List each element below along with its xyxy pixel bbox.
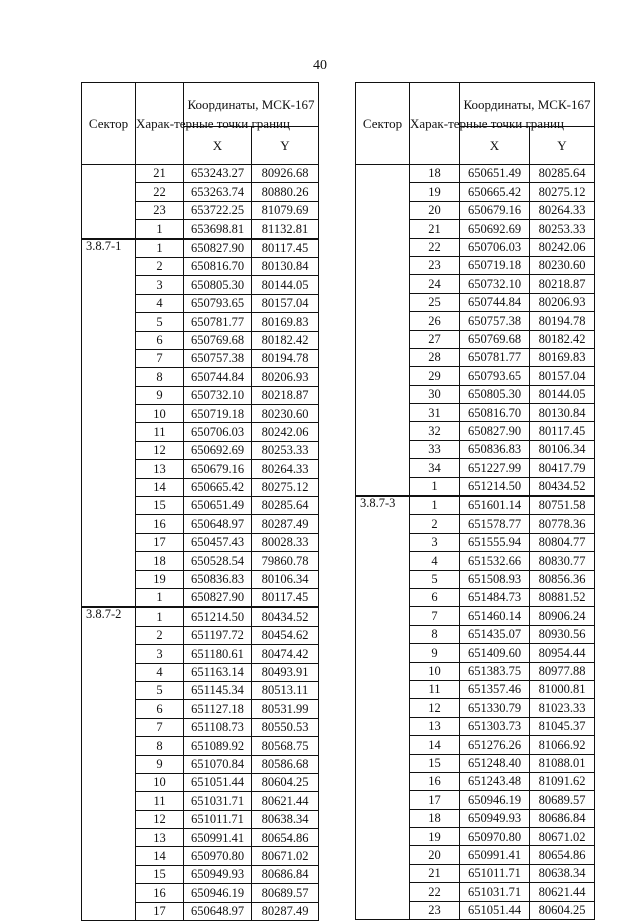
y-coordinate-cell: 80144.05	[252, 276, 319, 294]
y-coordinate-cell: 81023.33	[530, 699, 595, 717]
point-number-cell: 18	[410, 165, 460, 183]
header-sector: Сектор	[82, 83, 136, 165]
x-coordinate-cell: 650719.18	[460, 256, 530, 274]
point-number-cell: 3	[136, 645, 184, 663]
y-coordinate-cell: 80169.83	[530, 348, 595, 366]
point-number-cell: 33	[410, 440, 460, 458]
x-coordinate-cell: 650781.77	[184, 313, 252, 331]
y-coordinate-cell: 80778.36	[530, 515, 595, 533]
x-coordinate-cell: 651089.92	[184, 737, 252, 755]
point-number-cell: 24	[410, 275, 460, 293]
x-coordinate-cell: 653263.74	[184, 183, 252, 201]
point-number-cell: 32	[410, 422, 460, 440]
x-coordinate-cell: 650648.97	[184, 515, 252, 533]
x-coordinate-cell: 651214.50	[184, 607, 252, 626]
y-coordinate-cell: 80028.33	[252, 533, 319, 551]
x-coordinate-cell: 651051.44	[184, 773, 252, 791]
point-number-cell: 22	[410, 883, 460, 901]
point-number-cell: 7	[136, 349, 184, 367]
x-coordinate-cell: 651011.71	[184, 810, 252, 828]
point-number-cell: 10	[136, 405, 184, 423]
x-coordinate-cell: 650991.41	[184, 829, 252, 847]
x-coordinate-cell: 651214.50	[460, 477, 530, 496]
x-coordinate-cell: 651197.72	[184, 626, 252, 644]
x-coordinate-cell: 651508.93	[460, 570, 530, 588]
x-coordinate-cell: 653243.27	[184, 165, 252, 183]
sector-cell: 3.8.7-2	[82, 607, 136, 920]
y-coordinate-cell: 80218.87	[530, 275, 595, 293]
point-number-cell: 5	[136, 313, 184, 331]
y-coordinate-cell: 80671.02	[530, 828, 595, 846]
x-coordinate-cell: 650757.38	[184, 349, 252, 367]
point-number-cell: 6	[136, 700, 184, 718]
x-coordinate-cell: 650679.16	[184, 460, 252, 478]
y-coordinate-cell: 81088.01	[530, 754, 595, 772]
y-coordinate-cell: 80182.42	[252, 331, 319, 349]
point-number-cell: 13	[410, 717, 460, 735]
y-coordinate-cell: 80242.06	[530, 238, 595, 256]
point-number-cell: 5	[136, 681, 184, 699]
point-number-cell: 11	[410, 680, 460, 698]
table-row	[356, 496, 595, 515]
x-coordinate-cell: 650651.49	[184, 497, 252, 515]
x-coordinate-cell: 650719.18	[184, 405, 252, 423]
coordinates-table-left	[81, 82, 319, 921]
y-coordinate-cell: 80287.49	[252, 515, 319, 533]
y-coordinate-cell: 80117.45	[252, 239, 319, 258]
x-coordinate-cell: 650679.16	[460, 201, 530, 219]
point-number-cell: 16	[136, 515, 184, 533]
table-row	[82, 165, 319, 183]
sector-cell	[356, 165, 410, 497]
point-number-cell: 3	[410, 533, 460, 551]
point-number-cell: 30	[410, 385, 460, 403]
x-coordinate-cell: 650457.43	[184, 533, 252, 551]
point-number-cell: 9	[136, 386, 184, 404]
x-coordinate-cell: 651031.71	[460, 883, 530, 901]
point-number-cell: 23	[410, 256, 460, 274]
x-coordinate-cell: 650827.90	[460, 422, 530, 440]
point-number-cell: 14	[136, 478, 184, 496]
header-x: X	[184, 127, 252, 165]
table-row	[82, 239, 319, 258]
x-coordinate-cell: 651180.61	[184, 645, 252, 663]
point-number-cell: 27	[410, 330, 460, 348]
y-coordinate-cell: 80604.25	[530, 901, 595, 919]
y-coordinate-cell: 80689.57	[252, 884, 319, 902]
header-points: Харак-терные точки границ	[136, 83, 184, 165]
point-number-cell: 9	[410, 644, 460, 662]
point-number-cell: 21	[410, 864, 460, 882]
y-coordinate-cell: 80621.44	[530, 883, 595, 901]
x-coordinate-cell: 650692.69	[184, 441, 252, 459]
point-number-cell: 2	[410, 515, 460, 533]
point-number-cell: 7	[136, 718, 184, 736]
y-coordinate-cell: 80106.34	[530, 440, 595, 458]
point-number-cell: 18	[136, 552, 184, 570]
y-coordinate-cell: 80230.60	[530, 256, 595, 274]
y-coordinate-cell: 81000.81	[530, 680, 595, 698]
x-coordinate-cell: 651435.07	[460, 625, 530, 643]
y-coordinate-cell: 80106.34	[252, 570, 319, 588]
x-coordinate-cell: 651532.66	[460, 552, 530, 570]
y-coordinate-cell: 80654.86	[530, 846, 595, 864]
x-coordinate-cell: 650648.97	[184, 902, 252, 920]
table-row	[82, 607, 319, 626]
y-coordinate-cell: 80194.78	[530, 312, 595, 330]
x-coordinate-cell: 650744.84	[460, 293, 530, 311]
point-number-cell: 17	[136, 902, 184, 920]
y-coordinate-cell: 80654.86	[252, 829, 319, 847]
y-coordinate-cell: 80604.25	[252, 773, 319, 791]
header-y: Y	[252, 127, 319, 165]
point-number-cell: 7	[410, 607, 460, 625]
point-number-cell: 1	[136, 220, 184, 239]
x-coordinate-cell: 650827.90	[184, 239, 252, 258]
sector-cell: 3.8.7-1	[82, 239, 136, 608]
y-coordinate-cell: 80230.60	[252, 405, 319, 423]
x-coordinate-cell: 650706.03	[460, 238, 530, 256]
y-coordinate-cell: 80686.84	[252, 865, 319, 883]
x-coordinate-cell: 651330.79	[460, 699, 530, 717]
y-coordinate-cell: 80689.57	[530, 791, 595, 809]
x-coordinate-cell: 650816.70	[184, 257, 252, 275]
y-coordinate-cell: 80568.75	[252, 737, 319, 755]
y-coordinate-cell: 80830.77	[530, 552, 595, 570]
point-number-cell: 10	[410, 662, 460, 680]
x-coordinate-cell: 651276.26	[460, 736, 530, 754]
y-coordinate-cell: 80493.91	[252, 663, 319, 681]
point-number-cell: 1	[136, 239, 184, 258]
y-coordinate-cell: 81079.69	[252, 201, 319, 219]
point-number-cell: 1	[136, 588, 184, 607]
coordinates-table-right	[355, 82, 595, 920]
y-coordinate-cell: 80621.44	[252, 792, 319, 810]
x-coordinate-cell: 651051.44	[460, 901, 530, 919]
y-coordinate-cell: 80253.33	[530, 220, 595, 238]
point-number-cell: 8	[136, 737, 184, 755]
y-coordinate-cell: 80130.84	[252, 257, 319, 275]
y-coordinate-cell: 80474.42	[252, 645, 319, 663]
y-coordinate-cell: 80513.11	[252, 681, 319, 699]
point-number-cell: 15	[136, 865, 184, 883]
y-coordinate-cell: 80930.56	[530, 625, 595, 643]
point-number-cell: 4	[136, 663, 184, 681]
point-number-cell: 14	[136, 847, 184, 865]
y-coordinate-cell: 80804.77	[530, 533, 595, 551]
point-number-cell: 20	[410, 201, 460, 219]
point-number-cell: 19	[410, 183, 460, 201]
point-number-cell: 21	[410, 220, 460, 238]
point-number-cell: 21	[136, 165, 184, 183]
point-number-cell: 5	[410, 570, 460, 588]
point-number-cell: 9	[136, 755, 184, 773]
y-coordinate-cell: 80686.84	[530, 809, 595, 827]
point-number-cell: 20	[410, 846, 460, 864]
x-coordinate-cell: 651163.14	[184, 663, 252, 681]
y-coordinate-cell: 80182.42	[530, 330, 595, 348]
y-coordinate-cell: 80218.87	[252, 386, 319, 404]
point-number-cell: 17	[410, 791, 460, 809]
point-number-cell: 19	[410, 828, 460, 846]
point-number-cell: 4	[136, 294, 184, 312]
point-number-cell: 18	[410, 809, 460, 827]
x-coordinate-cell: 651383.75	[460, 662, 530, 680]
x-coordinate-cell: 650827.90	[184, 588, 252, 607]
x-coordinate-cell: 651357.46	[460, 680, 530, 698]
x-coordinate-cell: 650528.54	[184, 552, 252, 570]
y-coordinate-cell: 80454.62	[252, 626, 319, 644]
header-points: Харак-терные точки границ	[410, 83, 460, 165]
x-coordinate-cell: 650665.42	[184, 478, 252, 496]
y-coordinate-cell: 80285.64	[530, 165, 595, 183]
y-coordinate-cell: 81091.62	[530, 772, 595, 790]
point-number-cell: 6	[136, 331, 184, 349]
x-coordinate-cell: 650946.19	[460, 791, 530, 809]
x-coordinate-cell: 651555.94	[460, 533, 530, 551]
x-coordinate-cell: 650692.69	[460, 220, 530, 238]
x-coordinate-cell: 651070.84	[184, 755, 252, 773]
x-coordinate-cell: 651145.34	[184, 681, 252, 699]
y-coordinate-cell: 80856.36	[530, 570, 595, 588]
point-number-cell: 1	[410, 477, 460, 496]
header-x: X	[460, 127, 530, 165]
x-coordinate-cell: 653698.81	[184, 220, 252, 239]
point-number-cell: 12	[410, 699, 460, 717]
x-coordinate-cell: 651484.73	[460, 588, 530, 606]
point-number-cell: 25	[410, 293, 460, 311]
point-number-cell: 29	[410, 367, 460, 385]
x-coordinate-cell: 650946.19	[184, 884, 252, 902]
point-number-cell: 13	[136, 829, 184, 847]
point-number-cell: 16	[136, 884, 184, 902]
x-coordinate-cell: 651303.73	[460, 717, 530, 735]
x-coordinate-cell: 650651.49	[460, 165, 530, 183]
y-coordinate-cell: 80638.34	[530, 864, 595, 882]
x-coordinate-cell: 651601.14	[460, 496, 530, 515]
header-sector: Сектор	[356, 83, 410, 165]
x-coordinate-cell: 650991.41	[460, 846, 530, 864]
y-coordinate-cell: 80977.88	[530, 662, 595, 680]
point-number-cell: 22	[136, 183, 184, 201]
x-coordinate-cell: 651108.73	[184, 718, 252, 736]
x-coordinate-cell: 650793.65	[460, 367, 530, 385]
table-row	[356, 165, 595, 183]
x-coordinate-cell: 650970.80	[184, 847, 252, 865]
x-coordinate-cell: 651227.99	[460, 459, 530, 477]
point-number-cell: 8	[410, 625, 460, 643]
y-coordinate-cell: 80880.26	[252, 183, 319, 201]
x-coordinate-cell: 651578.77	[460, 515, 530, 533]
header-y: Y	[530, 127, 595, 165]
y-coordinate-cell: 80287.49	[252, 902, 319, 920]
x-coordinate-cell: 650665.42	[460, 183, 530, 201]
point-number-cell: 14	[410, 736, 460, 754]
x-coordinate-cell: 651011.71	[460, 864, 530, 882]
y-coordinate-cell: 80550.53	[252, 718, 319, 736]
x-coordinate-cell: 650744.84	[184, 368, 252, 386]
point-number-cell: 28	[410, 348, 460, 366]
y-coordinate-cell: 80906.24	[530, 607, 595, 625]
y-coordinate-cell: 80638.34	[252, 810, 319, 828]
y-coordinate-cell: 80144.05	[530, 385, 595, 403]
y-coordinate-cell: 80285.64	[252, 497, 319, 515]
x-coordinate-cell: 650793.65	[184, 294, 252, 312]
table-body	[356, 165, 595, 920]
x-coordinate-cell: 650970.80	[460, 828, 530, 846]
point-number-cell: 15	[410, 754, 460, 772]
y-coordinate-cell: 80926.68	[252, 165, 319, 183]
x-coordinate-cell: 651243.48	[460, 772, 530, 790]
y-coordinate-cell: 80531.99	[252, 700, 319, 718]
x-coordinate-cell: 651127.18	[184, 700, 252, 718]
point-number-cell: 12	[136, 441, 184, 459]
y-coordinate-cell: 80206.93	[530, 293, 595, 311]
point-number-cell: 15	[136, 497, 184, 515]
point-number-cell: 2	[136, 626, 184, 644]
y-coordinate-cell: 80264.33	[530, 201, 595, 219]
point-number-cell: 23	[136, 201, 184, 219]
point-number-cell: 11	[136, 792, 184, 810]
y-coordinate-cell: 80275.12	[252, 478, 319, 496]
point-number-cell: 34	[410, 459, 460, 477]
point-number-cell: 4	[410, 552, 460, 570]
header-coordinates: Координаты, МСК-167	[184, 83, 319, 127]
y-coordinate-cell: 80434.52	[530, 477, 595, 496]
y-coordinate-cell: 80157.04	[530, 367, 595, 385]
point-number-cell: 1	[410, 496, 460, 515]
y-coordinate-cell: 80242.06	[252, 423, 319, 441]
y-coordinate-cell: 80275.12	[530, 183, 595, 201]
x-coordinate-cell: 650732.10	[460, 275, 530, 293]
point-number-cell: 16	[410, 772, 460, 790]
y-coordinate-cell: 80417.79	[530, 459, 595, 477]
y-coordinate-cell: 80157.04	[252, 294, 319, 312]
point-number-cell: 13	[136, 460, 184, 478]
x-coordinate-cell: 650836.83	[184, 570, 252, 588]
y-coordinate-cell: 80130.84	[530, 404, 595, 422]
y-coordinate-cell: 81045.37	[530, 717, 595, 735]
y-coordinate-cell: 80586.68	[252, 755, 319, 773]
point-number-cell: 8	[136, 368, 184, 386]
x-coordinate-cell: 651409.60	[460, 644, 530, 662]
sector-cell	[82, 165, 136, 239]
y-coordinate-cell: 80264.33	[252, 460, 319, 478]
y-coordinate-cell: 79860.78	[252, 552, 319, 570]
point-number-cell: 31	[410, 404, 460, 422]
x-coordinate-cell: 650769.68	[460, 330, 530, 348]
point-number-cell: 6	[410, 588, 460, 606]
point-number-cell: 10	[136, 773, 184, 791]
point-number-cell: 19	[136, 570, 184, 588]
y-coordinate-cell: 80751.58	[530, 496, 595, 515]
x-coordinate-cell: 650836.83	[460, 440, 530, 458]
point-number-cell: 23	[410, 901, 460, 919]
point-number-cell: 3	[136, 276, 184, 294]
y-coordinate-cell: 80117.45	[252, 588, 319, 607]
point-number-cell: 17	[136, 533, 184, 551]
y-coordinate-cell: 81132.81	[252, 220, 319, 239]
y-coordinate-cell: 80117.45	[530, 422, 595, 440]
y-coordinate-cell: 80671.02	[252, 847, 319, 865]
x-coordinate-cell: 650706.03	[184, 423, 252, 441]
page-number: 40	[313, 58, 327, 73]
y-coordinate-cell: 80881.52	[530, 588, 595, 606]
x-coordinate-cell: 650949.93	[460, 809, 530, 827]
x-coordinate-cell: 650781.77	[460, 348, 530, 366]
x-coordinate-cell: 651031.71	[184, 792, 252, 810]
x-coordinate-cell: 650805.30	[184, 276, 252, 294]
y-coordinate-cell: 80194.78	[252, 349, 319, 367]
x-coordinate-cell: 650949.93	[184, 865, 252, 883]
point-number-cell: 11	[136, 423, 184, 441]
y-coordinate-cell: 81066.92	[530, 736, 595, 754]
point-number-cell: 1	[136, 607, 184, 626]
point-number-cell: 12	[136, 810, 184, 828]
table-body	[82, 165, 319, 921]
y-coordinate-cell: 80253.33	[252, 441, 319, 459]
point-number-cell: 22	[410, 238, 460, 256]
x-coordinate-cell: 650757.38	[460, 312, 530, 330]
y-coordinate-cell: 80169.83	[252, 313, 319, 331]
y-coordinate-cell: 80954.44	[530, 644, 595, 662]
x-coordinate-cell: 650732.10	[184, 386, 252, 404]
header-coordinates: Координаты, МСК-167	[460, 83, 595, 127]
y-coordinate-cell: 80206.93	[252, 368, 319, 386]
point-number-cell: 26	[410, 312, 460, 330]
x-coordinate-cell: 653722.25	[184, 201, 252, 219]
sector-cell: 3.8.7-3	[356, 496, 410, 919]
point-number-cell: 2	[136, 257, 184, 275]
x-coordinate-cell: 651460.14	[460, 607, 530, 625]
x-coordinate-cell: 650816.70	[460, 404, 530, 422]
x-coordinate-cell: 650769.68	[184, 331, 252, 349]
x-coordinate-cell: 651248.40	[460, 754, 530, 772]
x-coordinate-cell: 650805.30	[460, 385, 530, 403]
y-coordinate-cell: 80434.52	[252, 607, 319, 626]
